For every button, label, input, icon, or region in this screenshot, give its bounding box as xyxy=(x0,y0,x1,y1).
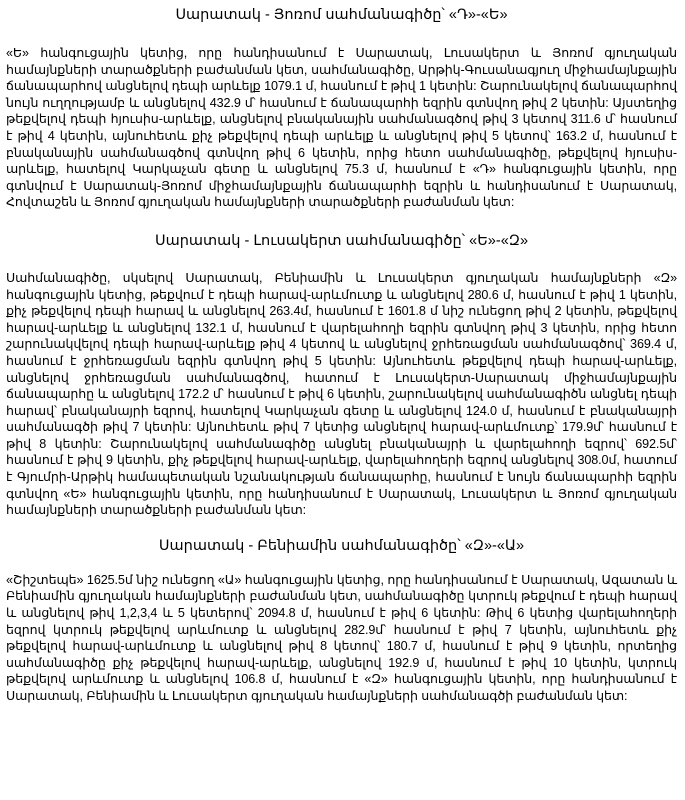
section-text-saratak-beniamin: «Շիշտեպե» 1625.5մ նիշ ունեցող «Ա» հանգուցային կետից, որը հանդիսանում է Սարատակ, Ազատան և Բենիամին գյուղական համայնքների բաժանման կետ, սահմանագիծը կտրուկ թեքվում է դեպի հարավ և անցնելով թիվ 1,2,3,4 և 5 կետերով՝ 2094.8 մ, հասնում է թիվ 6 կետին: Թիվ 6 կետից վարելահողերի եզրով կտրուկ թեքվելով արևմուտք և անցնելով 282.9մ՝ հասնում է թիվ 7 կետին, այնուհետև քիչ թեքվելով հարավ-արևմուտք և անցնելով թիվ 8 կետով՝ 180.7 մ, հասնում է թիվ 9 կետին, որտեղից սահմանագիծը քիչ թեքվելով հարավ-արևելք, անցնելով 192.9 մ, հասնում է թիվ 10 կետին, կտրուկ թեքվելով արևմուտք և անցնելով 106.8 մ, հասնում է «Զ» հանգուցային կետին, որը հանդիսանում է Սարատակ, Բենիամին և Լուսակերտ գյուղական համայնքների սահմանագծի բաժանման կետ: xyxy=(6,572,677,703)
section-text-saratak-yorom: «Ե» հանգուցային կետից, որը հանդիսանում է Սարատակ, Լուսակերտ և Յոռոմ գյուղական համայնքների տարածքների բաժանման կետ, սահմանագիծը, Արթիկ-Գուսանագյուղ միջհամայնքային ճանապարհով անցնելով դեպի արևելք 1079.1 մ, հասնում է թիվ 1 կետին: Շարունակելով ճանապարհով նույն ուղղությամբ և անցնելով 432.9 մ՝ հասնում է ճանապարհի եզրին գտնվող թիվ 2 կետին: Այստեղից թեքվելով դեպի հյուսիս-արևելք, անցնելով բնականային սահմանագծով թիվ 3 կետով 311.6 մ՝ հասնում է թիվ 4 կետին, այնուհետև քիչ թեքվելով դեպի արևելք և անցնելով թիվ 5 կետով՝ 163.2 մ, հասնում է բնականային սահմանագծով գտնվող թիվ 6 կետին, որից հետո սահմանագիծը, թեքվելով հյուսիս-արևելք, հատելով Կարկաչան գետը և անցնելով 75.3 մ, հասնում է «Դ» հանգուցային կետին, որը գտնվում է Սարատակ-Յոռոմ միջհամայնքային ճանապարհի եզրին և հանդիսանում է Սարատակ, Հովտաշեն և Յոռոմ գյուղական համայնքների տարածքների բաժանման կետ: xyxy=(6,46,677,210)
section-heading-saratak-lusakert: Սարատակ - Լուսակերտ սահմանագիծը՝ «Ե»-«Զ» xyxy=(154,232,529,249)
section-text-saratak-lusakert: Սահմանագիծը, սկսելով Սարատակ, Բենիամին և Լուսակերտ գյուղական համայնքների «Զ» հանգուցային կետից, թեքվում է դեպի հարավ-արևմուտք և անցնելով 280.6 մ, հասնում է թիվ 1 կետին, քիչ թեքվելով դեպի հարավ և անցնելով 263.4մ, հասնում է 1601.8 մ նիշ ունեցող թիվ 2 կետին, թեքվելով հարավ-արևելք և անցնելով 132.1 մ, հասնում է վարելահողի եզրին գտնվող թիվ 3 կետին, որից հետո շարունակվելով դեպի հարավ-արևելք թիվ 4 կետով և անցնելով ջրհեռացման սահմանագծով՝ 369.4 մ, հասնում է ջրհեռացման եզրին գտնվող թիվ 5 կետին: Այնուհետև թեքվելով դեպի հարավ-արևելք, անցնելով ջրհեռացման սահմանագծով, հատում է Լուսակերտ-Սարատակ միջհամայնքային ճանապարհը և անցնելով 172.2 մ՝ հասնում է թիվ 6 կետին, շարունակելով սահմանագիծն անցնել դեպի հարավ՝ բնականայրի եզրով, հատելով Կարկաչան գետը և անցնելով 124.0 մ, հասնում է բնականայրի սահմանագծի թիվ 7 կետին: Այնուհետև թիվ 7 կետից անցնելով հարավ-արևմուտք՝ 179.9մ՝ հասնում է թիվ 8 կետին: Շարունակելով սահմանագիծը անցնել բնականայրի և վարելահողի եզրով՝ 692.5մ՝ հասնում է թիվ 9 կետին, քիչ թեքվելով հարավ-արևելք, վարելահողերի եզրով անցնելով 308.0մ, հատում է Գյումրի-Արթիկ համապետական նշանակության ճանապարհը, հասնում է նույն ճանապարհի եզրին գտնվող «Ե» հանգուցային կետին, որը հանդիսանում է Սարատակ, Լուսակերտ և Յոռոմ գյուղական համայնքների տարածքների բաժանման կետ: xyxy=(6,270,677,518)
section-heading-saratak-yorom: Սարատակ - Յոռոմ սահմանագիծը՝ «Դ»-«Ե» xyxy=(175,7,508,23)
section-heading-saratak-beniamin: Սարատակ - Բենիամին սահմանագիծը՝ «Զ»-«Ա» xyxy=(158,537,525,554)
document-page xyxy=(6,4,677,705)
